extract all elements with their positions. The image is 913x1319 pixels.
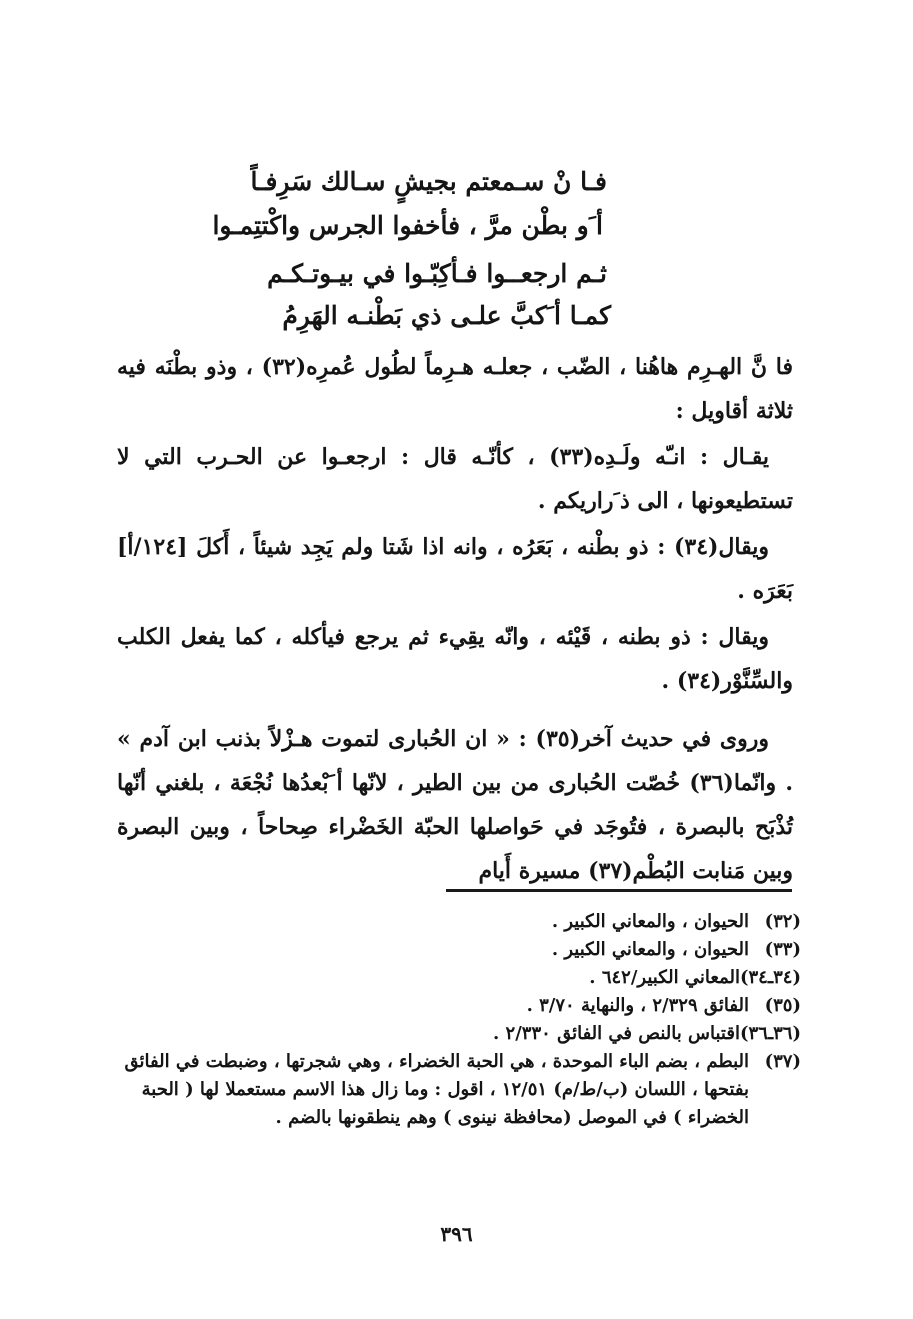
paragraph: فا نَّ الهـرِم هاهُنا ، الضّب ، جعلـه هـرِماً لطُول عُمرِه(٣٢) ، وذو بطْنَه فيه ثلاثة أقاويل : — [117, 354, 793, 424]
page-number: ٣٩٦ — [440, 1222, 473, 1246]
verse-line: كمـا أ َكبَّ علـى ذي بَطْنـه الهَرِمُ — [282, 301, 611, 330]
footnote-text: البطم ، بضم الباء الموحدة ، هي الحبة الخضراء ، وهي شجرتها ، وضبطت في الفائق بفتحها ، اللسان (ب/ط/م) ١٢/٥١ ، اقول : وما زال هذا الاسم مستعملا لها ( الحبة الخضراء ) في الموصل (محافظة نينوى ) وهم ينطقونها بالضم . — [124, 1051, 749, 1128]
footnote — [101, 964, 801, 992]
main-text — [117, 345, 793, 895]
footnote-text: اقتباس بالنص في الفائق ٢/٣٣٠ . — [493, 1023, 740, 1044]
footnote-divider — [446, 889, 792, 892]
verse-line: فـا نْ سـمعتم بجيشٍ سـالك سَرِفـاً — [250, 167, 607, 196]
paragraph: ويقال(٣٤) : ذو بطْنه ، بَعَرُه ، وانه اذا شَتا ولم يَجِد شيئاً ، أَكلَ [١٢٤/أ] بَعَرَه . — [117, 534, 793, 604]
footnote-text: الفائق ٢/٣٢٩ ، والنهاية ٣/٧٠ . — [526, 995, 749, 1016]
footnote-number: (٣٢) — [764, 911, 801, 932]
verse-line: ثـم ارجعــوا فـأكِبّـوا في بيـوتـكـم — [267, 259, 607, 288]
footnote — [101, 1048, 801, 1132]
paragraph: وروى في حديث آخر(٣٥) : « ان الحُبارى لتموت هـزْلاً بذنب ابن آدم » . وانّما(٣٦) خُصّت الحُبارى من بين الطير ، لانّها أ َبْعدُها نُجْعَة ، بلغني أنّها تُذْبَح بالبصرة ، فتُوجَد في حَواصلها الحبّة الخَضْراء صِحاحاً ، وبين البصرة وبين مَنابت البُطْم(٣٧) مسيرة أَيام — [117, 726, 793, 884]
paragraph: ويقال : ذو بطنه ، قَيْئه ، وانّه يقِيء ثم يرجع فيأكله ، كما يفعل الكلب والسِّنَّوْر(٣٤) . — [117, 624, 793, 694]
footnote-number: (٣٦ـ٣٦) — [739, 1023, 801, 1044]
footnote — [101, 992, 801, 1020]
footnote-number: (٣٣) — [764, 939, 801, 960]
footnote — [101, 908, 801, 936]
footnote-text: المعاني الكبير/٦٤٢ . — [589, 967, 740, 988]
footnote — [101, 1020, 801, 1048]
footnote-text: الحيوان ، والمعاني الكبير . — [551, 939, 749, 960]
footnote — [101, 936, 801, 964]
footnote-number: (٣٥) — [764, 995, 801, 1016]
footnote-text: الحيوان ، والمعاني الكبير . — [551, 911, 749, 932]
paragraph: يقـال : انـّه ولَـدِه(٣٣) ، كأنّـه قال : ارجعـوا عن الحـرب التي لا تستطيعونها ، الى ذ َراريكم . — [117, 444, 793, 514]
verse-line: أ َو بطْن مرَّ ، فأخفوا الجرس واكْتتِمـوا — [212, 211, 603, 240]
footnote-number: (٣٤ـ٣٤) — [739, 967, 801, 988]
footnotes — [101, 908, 801, 1132]
footnote-number: (٣٧) — [764, 1051, 801, 1072]
